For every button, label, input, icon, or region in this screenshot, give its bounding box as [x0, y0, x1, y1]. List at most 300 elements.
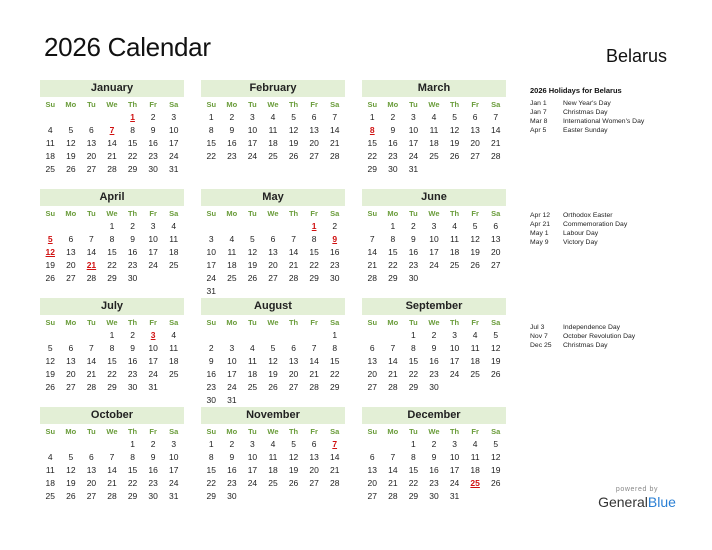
day-cell: 17: [206, 260, 217, 270]
weekday-label: Tu: [87, 209, 96, 218]
day-cell: 13: [367, 356, 378, 366]
day-cell: 8: [332, 343, 338, 353]
day-cell: 22: [206, 151, 217, 161]
day-cell: 12: [45, 356, 56, 366]
day-cell: 12: [66, 465, 76, 475]
day-grid: [40, 425, 184, 503]
holiday-row: [530, 341, 635, 350]
empty-cell: [81, 329, 102, 342]
day-cell: 29: [329, 382, 340, 392]
empty-cell: [383, 438, 404, 451]
day-cell: 21: [107, 151, 117, 161]
empty-cell: [263, 329, 284, 342]
day-cell: 5: [493, 330, 499, 340]
day-cell: 18: [168, 247, 179, 257]
day-cell: 23: [127, 369, 138, 379]
empty-cell: [362, 438, 383, 451]
day-cell: 5: [68, 452, 74, 462]
day-cell: 24: [148, 369, 158, 379]
country-label: Belarus: [605, 46, 667, 66]
day-cell: 19: [490, 356, 501, 366]
day-cell: 22: [329, 369, 340, 379]
day-cell: 4: [472, 330, 478, 340]
holiday-row: [530, 126, 644, 135]
day-cell: 27: [490, 260, 501, 270]
weekday-label: Su: [367, 100, 378, 109]
day-cell: 25: [45, 491, 56, 501]
day-cell: 29: [388, 273, 398, 283]
weekday-label: Sa: [169, 100, 179, 109]
holiday-date: Mar 8: [530, 118, 548, 125]
day-cell: 14: [329, 125, 340, 135]
day-cell: 20: [367, 478, 378, 488]
day-cell: 30: [388, 164, 398, 174]
weekday-label: Mo: [65, 100, 77, 109]
holiday-name: International Women's Day: [563, 118, 645, 125]
day-cell: 21: [107, 478, 117, 488]
empty-cell: [201, 220, 222, 233]
day-cell: 3: [411, 112, 416, 122]
month-header: October: [40, 407, 184, 424]
weekday-label: We: [106, 209, 118, 218]
day-cell: 8: [208, 125, 214, 135]
weekday-label: Tu: [87, 318, 96, 327]
day-cell: 8: [311, 234, 317, 244]
day-cell: 5: [291, 112, 296, 122]
day-cell: 17: [247, 465, 258, 475]
day-cell: 19: [66, 478, 76, 488]
day-cell: 18: [470, 465, 480, 475]
day-cell: 2: [390, 112, 396, 122]
day-grid: [362, 207, 506, 285]
empty-cell: [61, 220, 82, 233]
holiday-date: Jan 1: [530, 100, 547, 107]
day-cell: 13: [288, 356, 299, 366]
day-cell: 16: [206, 369, 217, 379]
weekday-label: Fr: [149, 427, 157, 436]
day-cell: 19: [470, 247, 480, 257]
day-cell: 15: [206, 465, 217, 475]
weekday-label: We: [106, 427, 118, 436]
day-cell: 7: [332, 112, 338, 122]
day-cell: 1: [130, 439, 135, 449]
day-cell: 17: [168, 138, 179, 148]
weekday-label: Fr: [310, 100, 318, 109]
weekday-label: Fr: [471, 318, 479, 327]
day-cell: 11: [268, 452, 278, 462]
weekday-label: Tu: [248, 427, 257, 436]
day-cell: 13: [309, 125, 319, 135]
empty-cell: [40, 329, 61, 342]
day-cell: 24: [206, 273, 217, 283]
holiday-date: Dec 25: [530, 342, 552, 349]
weekday-label: We: [267, 318, 279, 327]
day-cell: 5: [493, 439, 499, 449]
weekday-label: Th: [449, 427, 460, 436]
day-cell: 7: [390, 343, 396, 353]
day-cell: 24: [449, 478, 460, 488]
day-cell: 1: [411, 330, 416, 340]
day-cell: 3: [171, 439, 177, 449]
month-header: April: [40, 189, 184, 206]
holiday-name: Victory Day: [563, 239, 598, 246]
empty-cell: [61, 111, 82, 124]
day-cell: 15: [367, 138, 378, 148]
day-cell: 10: [227, 356, 237, 366]
day-cell: 8: [109, 343, 115, 353]
day-cell: 16: [408, 247, 419, 257]
day-cell: 16: [429, 465, 439, 475]
empty-cell: [40, 111, 61, 124]
holiday-day: 7: [332, 439, 338, 449]
day-cell: 26: [490, 478, 501, 488]
day-cell: 25: [268, 151, 278, 161]
day-cell: 6: [311, 112, 317, 122]
month-october: [40, 407, 184, 503]
powered-by-text: powered by: [615, 486, 659, 493]
day-cell: 23: [227, 478, 237, 488]
day-cell: 10: [148, 343, 158, 353]
day-cell: 28: [329, 478, 340, 488]
day-cell: 9: [150, 125, 156, 135]
empty-cell: [222, 220, 243, 233]
brand-blue: Blue: [647, 494, 676, 510]
day-cell: 30: [329, 273, 340, 283]
day-cell: 14: [107, 138, 117, 148]
day-cell: 14: [86, 356, 97, 366]
month-header: January: [40, 80, 184, 97]
holiday-name: Labour Day: [563, 230, 599, 237]
day-cell: 17: [227, 369, 237, 379]
month-header: August: [201, 298, 345, 315]
holiday-name: Orthodox Easter: [563, 212, 613, 219]
day-cell: 6: [369, 343, 375, 353]
day-cell: 3: [229, 343, 235, 353]
day-cell: 21: [490, 138, 501, 148]
day-cell: 17: [148, 247, 158, 257]
day-cell: 25: [268, 478, 278, 488]
day-cell: 20: [309, 465, 319, 475]
day-cell: 24: [247, 151, 258, 161]
holiday-row: [530, 323, 635, 332]
day-cell: 15: [206, 138, 217, 148]
day-cell: 9: [229, 452, 235, 462]
day-cell: 6: [291, 343, 296, 353]
day-cell: 17: [408, 138, 419, 148]
weekday-label: We: [267, 209, 279, 218]
day-cell: 2: [411, 221, 416, 231]
day-cell: 31: [227, 395, 237, 405]
day-cell: 28: [388, 491, 398, 501]
day-cell: 5: [270, 343, 276, 353]
holiday-date: Jan 7: [530, 109, 547, 116]
day-cell: 6: [89, 125, 94, 135]
day-cell: 14: [288, 247, 299, 257]
day-cell: 8: [130, 452, 135, 462]
day-cell: 29: [309, 273, 319, 283]
weekday-label: Su: [45, 100, 56, 109]
day-cell: 11: [470, 343, 480, 353]
holiday-name: New Year's Day: [563, 100, 611, 107]
day-cell: 22: [127, 478, 138, 488]
weekday-label: Mo: [226, 427, 238, 436]
day-cell: 11: [45, 465, 55, 475]
weekday-label: Tu: [87, 427, 96, 436]
empty-cell: [201, 329, 222, 342]
day-cell: 1: [109, 221, 115, 231]
day-grid: [201, 425, 345, 503]
day-cell: 28: [329, 151, 340, 161]
day-cell: 6: [68, 234, 74, 244]
day-cell: 19: [288, 138, 299, 148]
day-cell: 29: [107, 382, 117, 392]
weekday-label: Sa: [330, 100, 340, 109]
day-cell: 3: [250, 112, 255, 122]
day-cell: 15: [408, 356, 419, 366]
weekday-label: Sa: [491, 209, 501, 218]
weekday-label: Mo: [387, 318, 399, 327]
day-cell: 15: [127, 465, 138, 475]
empty-cell: [61, 329, 82, 342]
weekday-label: Mo: [387, 100, 399, 109]
day-cell: 11: [470, 452, 480, 462]
day-cell: 14: [107, 465, 117, 475]
day-cell: 13: [86, 138, 97, 148]
day-cell: 4: [171, 330, 177, 340]
weekday-label: Th: [449, 209, 460, 218]
weekday-label: Sa: [169, 427, 179, 436]
day-cell: 6: [89, 452, 94, 462]
empty-cell: [102, 438, 123, 451]
day-cell: 11: [45, 138, 55, 148]
weekday-label: Mo: [65, 427, 77, 436]
day-cell: 18: [168, 356, 179, 366]
weekday-label: Sa: [491, 100, 501, 109]
day-cell: 24: [408, 151, 419, 161]
day-cell: 14: [309, 356, 319, 366]
day-grid: [40, 316, 184, 394]
day-cell: 3: [452, 330, 457, 340]
weekday-label: We: [267, 100, 279, 109]
weekday-label: Su: [45, 209, 56, 218]
day-cell: 21: [288, 260, 299, 270]
day-cell: 6: [270, 234, 276, 244]
day-cell: 31: [168, 491, 179, 501]
month-june: [362, 189, 506, 285]
day-cell: 1: [332, 330, 338, 340]
day-cell: 17: [247, 138, 258, 148]
day-cell: 6: [472, 112, 478, 122]
day-cell: 29: [206, 491, 217, 501]
day-cell: 14: [490, 125, 501, 135]
empty-cell: [362, 220, 383, 233]
month-header: February: [201, 80, 345, 97]
day-cell: 4: [472, 439, 478, 449]
day-cell: 6: [369, 452, 375, 462]
day-cell: 31: [408, 164, 419, 174]
day-cell: 1: [390, 221, 396, 231]
month-header: November: [201, 407, 345, 424]
holiday-date: May 1: [530, 230, 549, 237]
day-cell: 15: [107, 247, 117, 257]
day-cell: 24: [449, 369, 460, 379]
day-cell: 21: [388, 478, 398, 488]
day-cell: 19: [449, 138, 460, 148]
day-cell: 9: [431, 452, 437, 462]
weekday-label: Fr: [310, 209, 318, 218]
day-cell: 14: [367, 247, 378, 257]
day-cell: 21: [367, 260, 378, 270]
weekday-label: Fr: [471, 100, 479, 109]
weekday-label: Fr: [149, 209, 157, 218]
weekday-label: Su: [206, 209, 217, 218]
holiday-day: 1: [311, 221, 317, 231]
day-cell: 20: [86, 151, 97, 161]
day-cell: 25: [449, 260, 460, 270]
day-cell: 23: [429, 478, 439, 488]
holiday-name: Christmas Day: [563, 109, 608, 116]
empty-cell: [40, 220, 61, 233]
empty-cell: [61, 438, 82, 451]
day-cell: 26: [45, 382, 56, 392]
day-cell: 13: [490, 234, 501, 244]
weekday-label: Tu: [409, 427, 418, 436]
day-cell: 27: [66, 382, 76, 392]
day-cell: 18: [449, 247, 460, 257]
holiday-row: [530, 99, 644, 108]
day-cell: 7: [311, 343, 317, 353]
day-cell: 28: [86, 382, 97, 392]
day-cell: 23: [127, 260, 138, 270]
day-cell: 10: [408, 125, 419, 135]
holiday-date: Apr 12: [530, 212, 551, 219]
day-cell: 25: [45, 164, 56, 174]
day-cell: 19: [288, 465, 299, 475]
holiday-day: 3: [150, 330, 156, 340]
empty-cell: [362, 329, 383, 342]
day-cell: 14: [388, 356, 398, 366]
month-header: June: [362, 189, 506, 206]
day-cell: 9: [411, 234, 416, 244]
weekday-label: Th: [288, 209, 299, 218]
empty-cell: [263, 220, 284, 233]
day-cell: 15: [127, 138, 138, 148]
day-cell: 5: [47, 343, 53, 353]
weekday-label: Sa: [491, 427, 501, 436]
day-cell: 21: [86, 369, 97, 379]
day-cell: 18: [470, 356, 480, 366]
weekday-label: Tu: [248, 318, 257, 327]
day-cell: 18: [268, 138, 278, 148]
day-cell: 3: [208, 234, 214, 244]
day-cell: 8: [130, 125, 135, 135]
day-cell: 9: [130, 234, 135, 244]
day-grid: [201, 316, 345, 407]
weekday-label: Fr: [310, 427, 318, 436]
day-cell: 7: [291, 234, 296, 244]
day-cell: 16: [127, 356, 138, 366]
day-grid: [362, 316, 506, 394]
day-cell: 1: [369, 112, 375, 122]
day-cell: 28: [309, 382, 319, 392]
day-cell: 2: [130, 221, 135, 231]
day-cell: 30: [148, 164, 158, 174]
day-cell: 13: [66, 356, 76, 366]
day-cell: 2: [150, 112, 156, 122]
day-cell: 1: [208, 112, 214, 122]
day-cell: 30: [206, 395, 217, 405]
day-cell: 24: [148, 260, 158, 270]
day-cell: 18: [45, 478, 56, 488]
holiday-row: [530, 238, 627, 247]
weekday-label: Fr: [149, 318, 157, 327]
holiday-name: Christmas Day: [563, 342, 608, 349]
day-cell: 22: [309, 260, 319, 270]
day-cell: 12: [247, 247, 258, 257]
weekday-label: Tu: [87, 100, 96, 109]
weekday-label: Tu: [248, 209, 257, 218]
holiday-row: [530, 117, 644, 126]
weekday-label: Fr: [471, 209, 479, 218]
day-cell: 7: [109, 452, 115, 462]
day-cell: 10: [148, 234, 158, 244]
day-cell: 22: [408, 478, 419, 488]
month-august: [201, 298, 345, 407]
day-cell: 10: [247, 452, 258, 462]
holiday-group: [530, 99, 644, 135]
day-cell: 15: [107, 356, 117, 366]
day-cell: 16: [127, 247, 138, 257]
holiday-row: [530, 211, 627, 220]
day-cell: 13: [309, 452, 319, 462]
holiday-row: [530, 220, 627, 229]
day-cell: 21: [329, 138, 340, 148]
page-title: 2026 Calendar: [44, 32, 211, 62]
day-cell: 19: [247, 260, 258, 270]
day-cell: 2: [229, 112, 235, 122]
day-cell: 31: [449, 491, 460, 501]
day-cell: 15: [388, 247, 398, 257]
day-cell: 23: [148, 478, 158, 488]
day-cell: 26: [66, 164, 76, 174]
day-cell: 9: [390, 125, 396, 135]
weekday-label: Sa: [330, 209, 340, 218]
day-cell: 4: [47, 125, 53, 135]
weekday-label: Fr: [149, 100, 157, 109]
day-cell: 16: [227, 465, 237, 475]
day-cell: 25: [168, 369, 179, 379]
empty-cell: [304, 329, 325, 342]
day-cell: 27: [309, 151, 319, 161]
holiday-group: [530, 211, 627, 247]
day-cell: 29: [127, 491, 138, 501]
day-cell: 19: [45, 260, 56, 270]
day-cell: 17: [429, 247, 439, 257]
day-grid: [201, 98, 345, 163]
month-february: [201, 80, 345, 163]
day-cell: 31: [148, 382, 158, 392]
brand-general: General: [598, 494, 648, 510]
holiday-day: 1: [130, 112, 135, 122]
day-cell: 13: [86, 465, 97, 475]
day-cell: 4: [229, 234, 235, 244]
weekday-label: Su: [367, 427, 378, 436]
holiday-day: 5: [47, 234, 53, 244]
weekday-label: We: [428, 427, 440, 436]
day-cell: 2: [332, 221, 338, 231]
day-cell: 2: [150, 439, 156, 449]
month-header: May: [201, 189, 345, 206]
